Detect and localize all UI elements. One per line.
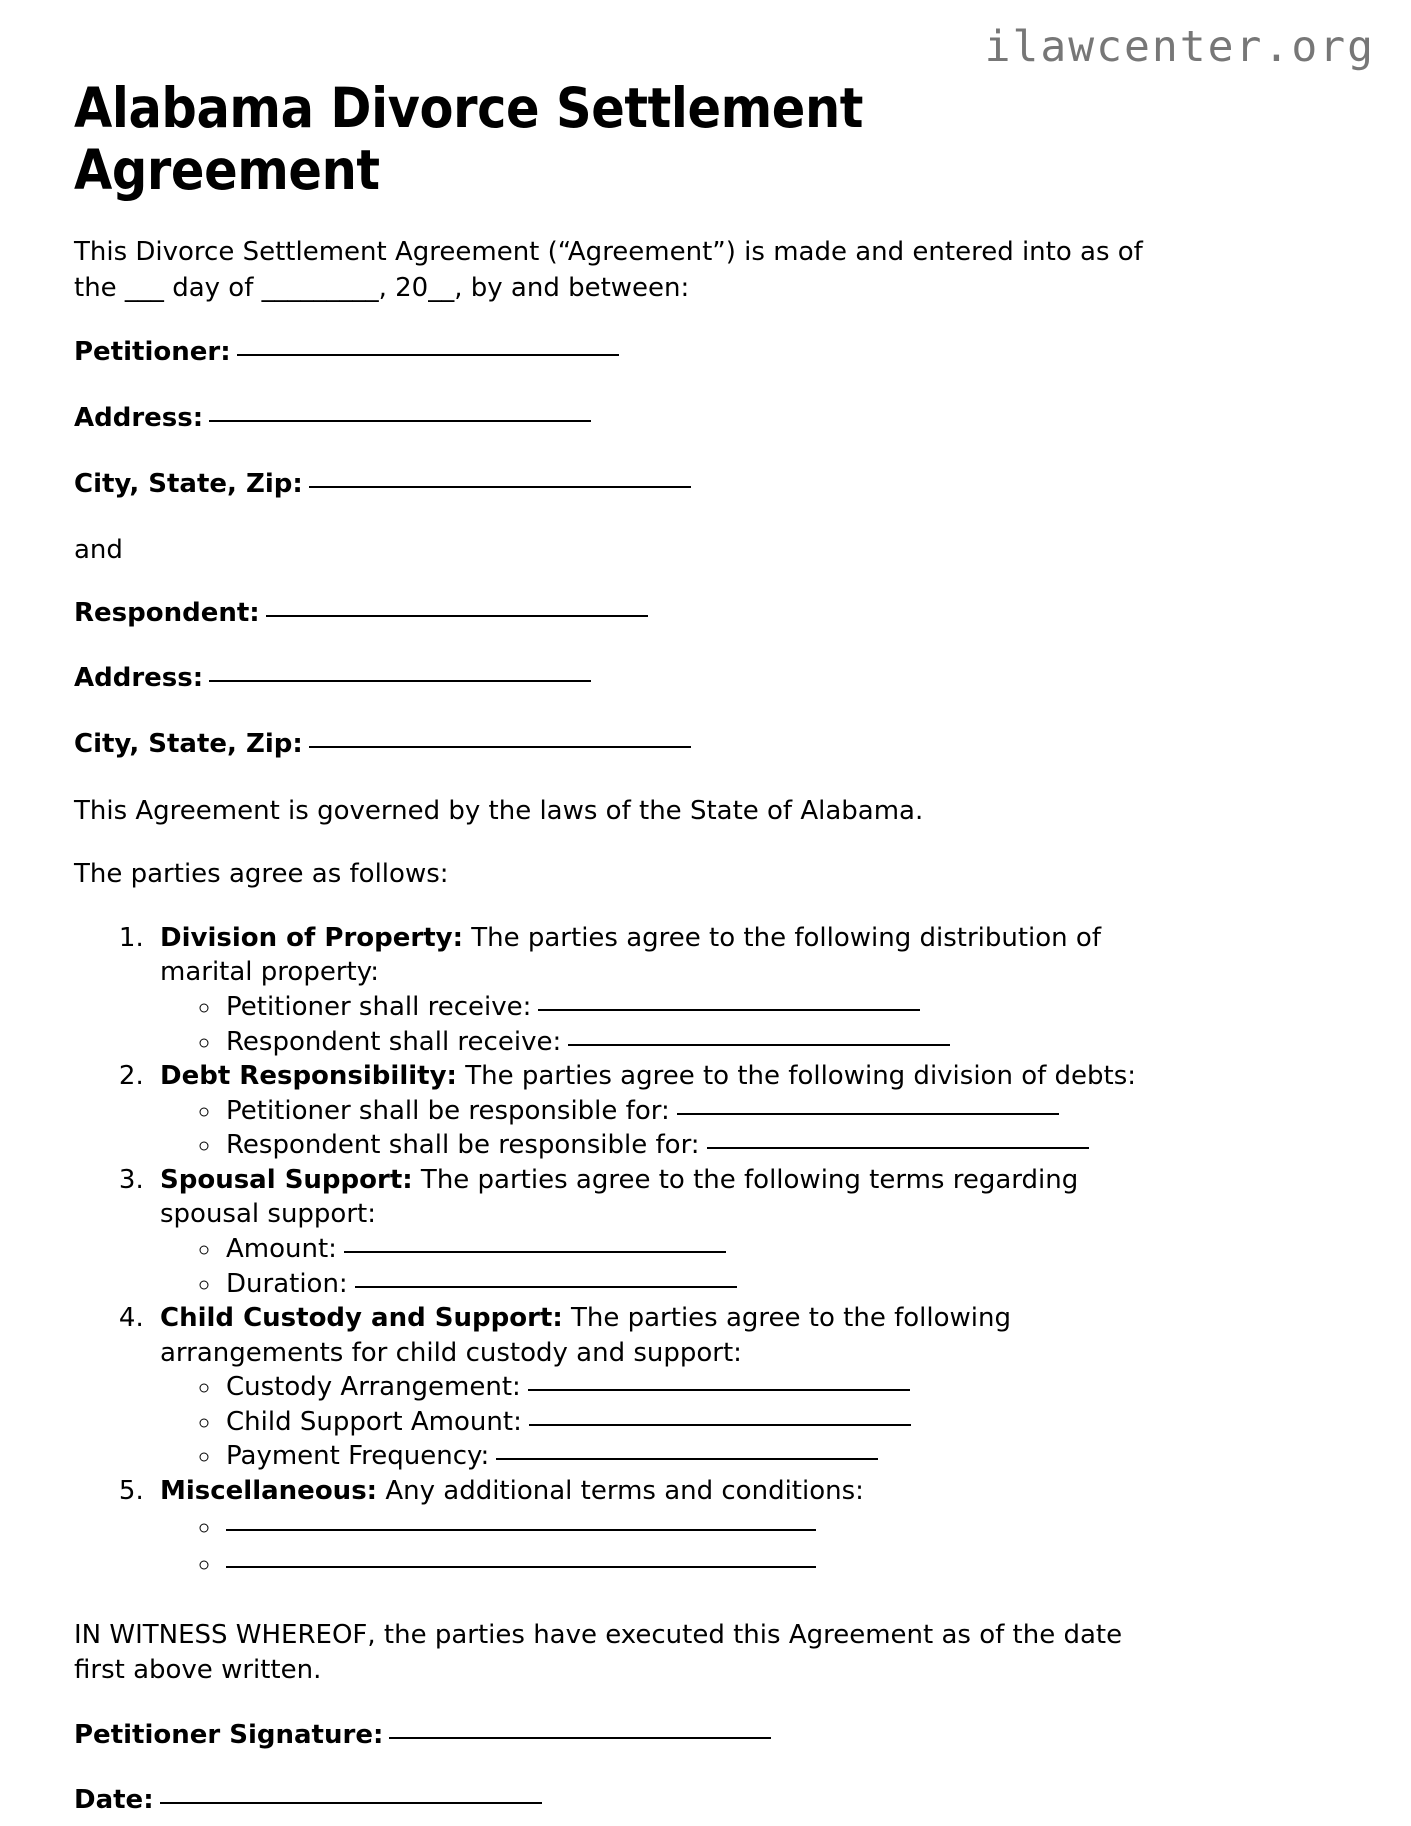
term-subitem-label: Petitioner shall be responsible for: bbox=[226, 1095, 670, 1126]
term-subitem-blank[interactable] bbox=[538, 1009, 920, 1011]
field-petitioner bbox=[74, 336, 1281, 370]
witness-paragraph: IN WITNESS WHEREOF, the parties have executed this Agreement as of the date first above written. bbox=[74, 1619, 1123, 1686]
term-item bbox=[152, 1163, 1170, 1301]
term-item bbox=[152, 921, 1170, 1059]
field-date bbox=[74, 1784, 1281, 1818]
field-petitioner-city-state-zip bbox=[74, 468, 1281, 502]
term-subitems bbox=[160, 990, 1170, 1059]
term-heading: Miscellaneous: bbox=[160, 1476, 378, 1507]
term-subitem-label: Child Support Amount: bbox=[226, 1406, 522, 1437]
term-item bbox=[152, 1301, 1170, 1474]
term-subitem-blank[interactable] bbox=[528, 1389, 910, 1391]
term-subitem-blank[interactable] bbox=[355, 1286, 737, 1288]
field-date-label: Date: bbox=[74, 1785, 154, 1816]
term-description: The parties agree to the following terms regarding spousal support: bbox=[160, 1164, 1079, 1230]
term-subitems bbox=[160, 1370, 1170, 1474]
term-subitem bbox=[222, 990, 1170, 1025]
term-subitem-blank[interactable] bbox=[496, 1458, 878, 1460]
field-respondent-address bbox=[74, 662, 1281, 696]
document-body bbox=[74, 201, 1281, 1818]
field-respondent-blank[interactable] bbox=[266, 615, 648, 617]
field-petitioner-blank[interactable] bbox=[237, 354, 619, 356]
term-description: The parties agree to the following division of debts: bbox=[456, 1061, 1137, 1092]
intro-paragraph: This Divorce Settlement Agreement (“Agreement”) is made and entered into as of the ___ day of _________, 20__, by and between: bbox=[74, 237, 1143, 303]
field-petitioner-csz-blank[interactable] bbox=[309, 486, 691, 488]
field-respondent-csz-blank[interactable] bbox=[309, 746, 691, 748]
term-subitem bbox=[222, 1025, 1170, 1060]
term-subitem bbox=[222, 1128, 1170, 1163]
term-heading: Debt Responsibility: bbox=[160, 1061, 457, 1092]
term-subitem bbox=[222, 1094, 1170, 1129]
term-item bbox=[152, 1059, 1170, 1163]
term-text bbox=[160, 1163, 1170, 1232]
conjunction-and: and bbox=[74, 535, 123, 566]
term-subitem bbox=[222, 1232, 1170, 1267]
term-heading: Spousal Support: bbox=[160, 1164, 413, 1195]
field-respondent-address-label: Address: bbox=[74, 663, 204, 694]
term-subitem-blank[interactable] bbox=[677, 1113, 1059, 1115]
field-petitioner-address bbox=[74, 402, 1281, 436]
term-text bbox=[160, 921, 1170, 990]
field-respondent-city-state-zip bbox=[74, 728, 1281, 762]
terms-list bbox=[74, 921, 1281, 1584]
agreement-intro-paragraph: The parties agree as follows: bbox=[74, 859, 449, 890]
field-respondent-label: Respondent: bbox=[74, 597, 260, 628]
term-subitem bbox=[222, 1439, 1170, 1474]
field-petitioner-signature-label: Petitioner Signature: bbox=[74, 1719, 384, 1750]
term-subitem bbox=[222, 1509, 1170, 1547]
term-subitem bbox=[222, 1546, 1170, 1584]
term-subitem-label: Duration: bbox=[226, 1268, 348, 1299]
field-petitioner-signature-blank[interactable] bbox=[389, 1737, 771, 1739]
term-subitem-label: Petitioner shall receive: bbox=[226, 991, 532, 1022]
term-subitem-label: Amount: bbox=[226, 1233, 337, 1264]
term-text bbox=[160, 1059, 1170, 1094]
term-subitem-blank[interactable] bbox=[707, 1147, 1089, 1149]
field-respondent bbox=[74, 597, 1281, 631]
term-subitem-label: Respondent shall receive: bbox=[226, 1026, 562, 1057]
term-subitem-blank[interactable] bbox=[344, 1251, 726, 1253]
term-description: The parties agree to the following distribution of marital property: bbox=[160, 922, 1101, 988]
field-petitioner-address-label: Address: bbox=[74, 402, 204, 433]
term-subitems bbox=[160, 1509, 1170, 1584]
term-text bbox=[160, 1474, 1170, 1509]
field-petitioner-signature bbox=[74, 1719, 1281, 1753]
term-subitem bbox=[222, 1267, 1170, 1302]
term-subitems bbox=[160, 1232, 1170, 1301]
term-subitem-label: Payment Frequency: bbox=[226, 1441, 490, 1472]
term-subitem-blank[interactable] bbox=[226, 1566, 816, 1568]
field-date-blank[interactable] bbox=[160, 1802, 542, 1804]
term-heading: Child Custody and Support: bbox=[160, 1303, 563, 1334]
field-respondent-csz-label: City, State, Zip: bbox=[74, 729, 303, 760]
site-watermark: ilawcenter.org bbox=[984, 22, 1375, 72]
term-subitem-label: Respondent shall be responsible for: bbox=[226, 1130, 700, 1161]
term-subitem bbox=[222, 1370, 1170, 1405]
term-item bbox=[152, 1474, 1170, 1584]
term-subitem-label: Custody Arrangement: bbox=[226, 1372, 521, 1403]
term-description: The parties agree to the following arrangements for child custody and support: bbox=[160, 1303, 1011, 1368]
field-petitioner-csz-label: City, State, Zip: bbox=[74, 468, 303, 499]
field-petitioner-label: Petitioner: bbox=[74, 336, 231, 367]
field-petitioner-address-blank[interactable] bbox=[209, 420, 591, 422]
term-subitems bbox=[160, 1094, 1170, 1163]
term-subitem-blank[interactable] bbox=[226, 1529, 816, 1531]
page-title: Alabama Divorce Settlement Agreement bbox=[74, 76, 864, 202]
governing-law-paragraph: This Agreement is governed by the laws of the State of Alabama. bbox=[74, 796, 924, 827]
field-respondent-address-blank[interactable] bbox=[209, 680, 591, 682]
term-subitem bbox=[222, 1405, 1170, 1440]
term-text bbox=[160, 1301, 1170, 1370]
term-subitem-blank[interactable] bbox=[568, 1044, 950, 1046]
term-heading: Division of Property: bbox=[160, 922, 463, 953]
term-description: Any additional terms and conditions: bbox=[377, 1476, 864, 1507]
term-subitem-blank[interactable] bbox=[529, 1424, 911, 1426]
